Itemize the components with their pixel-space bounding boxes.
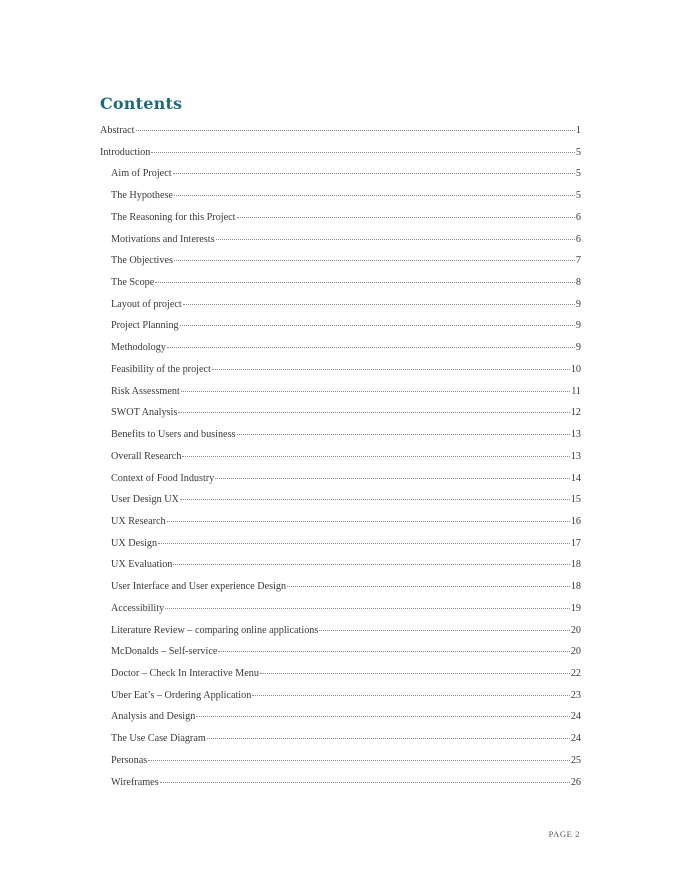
toc-entry[interactable]: [100, 493, 581, 515]
toc-dot-leader: [237, 217, 575, 218]
toc-entry-page-number: 20: [570, 624, 581, 636]
toc-entry-page-number: 11: [571, 385, 581, 397]
toc-dot-leader: [178, 412, 569, 413]
toc-entry-page-number: 18: [570, 559, 581, 571]
toc-entry[interactable]: [100, 298, 581, 320]
toc-entry-page-number: 13: [570, 429, 581, 441]
toc-entry-page-number: 6: [575, 211, 581, 223]
toc-dot-leader: [174, 260, 575, 261]
toc-entry[interactable]: [100, 146, 581, 168]
toc-dot-leader: [218, 651, 569, 652]
page-number-footer: PAGE 2: [548, 829, 580, 839]
toc-entry-label: The Hypothese: [111, 190, 173, 202]
toc-entry[interactable]: [100, 254, 581, 276]
toc-dot-leader: [182, 456, 569, 457]
toc-entry[interactable]: [100, 732, 581, 754]
toc-entry[interactable]: [100, 428, 581, 450]
toc-entry-label: Introduction: [100, 146, 151, 158]
toc-entry[interactable]: [100, 211, 581, 233]
toc-entry[interactable]: [100, 624, 581, 646]
toc-entry-page-number: 5: [575, 190, 581, 202]
toc-entry-label: The Use Case Diagram: [111, 733, 206, 745]
toc-dot-leader: [160, 782, 570, 783]
toc-entry[interactable]: [100, 319, 581, 341]
toc-entry-label: Abstract: [100, 125, 135, 136]
toc-entry-page-number: 20: [570, 646, 581, 658]
toc-dot-leader: [155, 282, 575, 283]
toc-entry-label: User Interface and User experience Design: [111, 581, 287, 593]
toc-dot-leader: [180, 325, 575, 326]
toc-entry-label: Feasibility of the project: [111, 363, 211, 375]
toc-dot-leader: [148, 760, 570, 761]
toc-dot-leader: [167, 347, 575, 348]
toc-entry-page-number: 23: [570, 689, 581, 701]
toc-dot-leader: [158, 543, 570, 544]
toc-dot-leader: [319, 630, 569, 631]
toc-entry-label: McDonalds – Self-service: [111, 646, 218, 658]
toc-entry-label: UX Design: [111, 537, 158, 549]
table-of-contents: [100, 124, 581, 797]
toc-dot-leader: [260, 673, 570, 674]
toc-dot-leader: [181, 391, 570, 392]
toc-entry-label: Accessibility: [111, 602, 165, 614]
toc-dot-leader: [165, 608, 570, 609]
toc-entry-label: UX Research: [111, 515, 166, 527]
toc-dot-leader: [237, 434, 570, 435]
toc-entry-page-number: 8: [575, 277, 581, 289]
toc-entry-page-number: 12: [570, 407, 581, 419]
toc-entry-label: Analysis and Design: [111, 711, 196, 723]
toc-dot-leader: [252, 695, 569, 696]
toc-entry-page-number: 26: [570, 776, 581, 788]
toc-entry-label: Uber Eat’s – Ordering Application: [111, 689, 252, 701]
toc-entry-page-number: 9: [575, 320, 581, 332]
toc-entry-label: Doctor – Check In Interactive Menu: [111, 667, 259, 679]
toc-dot-leader: [151, 152, 575, 153]
toc-entry-label: Project Planning: [111, 320, 179, 332]
toc-entry-label: Layout of project: [111, 298, 182, 310]
toc-entry-page-number: 7: [575, 255, 581, 267]
toc-entry-label: Context of Food Industry: [111, 472, 215, 484]
toc-entry-page-number: 6: [575, 233, 581, 245]
toc-dot-leader: [196, 716, 569, 717]
toc-entry-page-number: 17: [570, 537, 581, 549]
toc-entry[interactable]: [100, 167, 581, 189]
toc-entry-page-number: 1: [575, 125, 581, 136]
toc-entry[interactable]: [100, 558, 581, 580]
toc-entry-page-number: 24: [570, 733, 581, 745]
toc-entry[interactable]: [100, 189, 581, 211]
toc-entry-label: Aim of Project: [111, 168, 172, 180]
toc-dot-leader: [183, 304, 575, 305]
toc-dot-leader: [215, 478, 570, 479]
toc-entry-page-number: 19: [570, 602, 581, 614]
toc-entry-label: Methodology: [111, 342, 166, 354]
toc-entry-label: Literature Review – comparing online applications: [111, 624, 319, 636]
page-title: Contents: [100, 94, 183, 113]
toc-entry[interactable]: [100, 450, 581, 472]
toc-dot-leader: [174, 195, 575, 196]
toc-entry[interactable]: [100, 233, 581, 255]
toc-entry-page-number: 18: [570, 581, 581, 593]
toc-dot-leader: [180, 499, 570, 500]
toc-entry-label: The Reasoning for this Project: [111, 211, 236, 223]
toc-entry[interactable]: [100, 276, 581, 298]
toc-entry-page-number: 10: [570, 363, 581, 375]
toc-entry[interactable]: [100, 515, 581, 537]
toc-entry-page-number: 16: [570, 515, 581, 527]
toc-entry-label: Motivations and Interests: [111, 233, 215, 245]
toc-entry-label: Risk Assessment: [111, 385, 180, 397]
toc-entry-page-number: 5: [575, 146, 581, 158]
toc-entry-page-number: 9: [575, 342, 581, 354]
toc-dot-leader: [167, 521, 570, 522]
toc-entry[interactable]: [100, 710, 581, 732]
toc-entry-page-number: 24: [570, 711, 581, 723]
toc-entry[interactable]: [100, 776, 581, 798]
toc-entry-page-number: 9: [575, 298, 581, 310]
toc-entry[interactable]: [100, 406, 581, 428]
toc-dot-leader: [173, 173, 575, 174]
toc-entry[interactable]: [100, 602, 581, 624]
toc-entry-page-number: 25: [570, 754, 581, 766]
toc-entry[interactable]: [100, 645, 581, 667]
toc-entry-label: UX Evaluation: [111, 559, 173, 571]
toc-entry-page-number: 14: [570, 472, 581, 484]
toc-dot-leader: [207, 738, 570, 739]
toc-dot-leader: [212, 369, 570, 370]
toc-entry[interactable]: [100, 472, 581, 494]
toc-entry-label: Wireframes: [111, 776, 159, 788]
toc-entry-label: SWOT Analysis: [111, 407, 178, 419]
toc-entry-label: The Objectives: [111, 255, 173, 267]
toc-entry-label: User Design UX: [111, 494, 179, 506]
toc-dot-leader: [173, 564, 569, 565]
toc-entry-label: Personas: [111, 754, 148, 766]
toc-dot-leader: [287, 586, 570, 587]
toc-entry[interactable]: [100, 341, 581, 363]
toc-entry-label: Benefits to Users and business: [111, 429, 236, 441]
toc-entry[interactable]: [100, 385, 581, 407]
toc-entry-page-number: 5: [575, 168, 581, 180]
toc-entry-page-number: 13: [570, 450, 581, 462]
toc-entry-label: The Scope: [111, 277, 155, 289]
toc-dot-leader: [216, 239, 575, 240]
toc-entry-label: Overall Research: [111, 450, 182, 462]
toc-entry[interactable]: [100, 689, 581, 711]
toc-entry[interactable]: [100, 580, 581, 602]
toc-entry-page-number: 15: [570, 494, 581, 506]
toc-entry[interactable]: [100, 667, 581, 689]
toc-entry[interactable]: [100, 363, 581, 385]
toc-entry[interactable]: [100, 537, 581, 559]
toc-entry-page-number: 22: [570, 667, 581, 679]
toc-entry[interactable]: [100, 754, 581, 776]
toc-dot-leader: [136, 130, 575, 131]
toc-entry[interactable]: [100, 124, 581, 146]
